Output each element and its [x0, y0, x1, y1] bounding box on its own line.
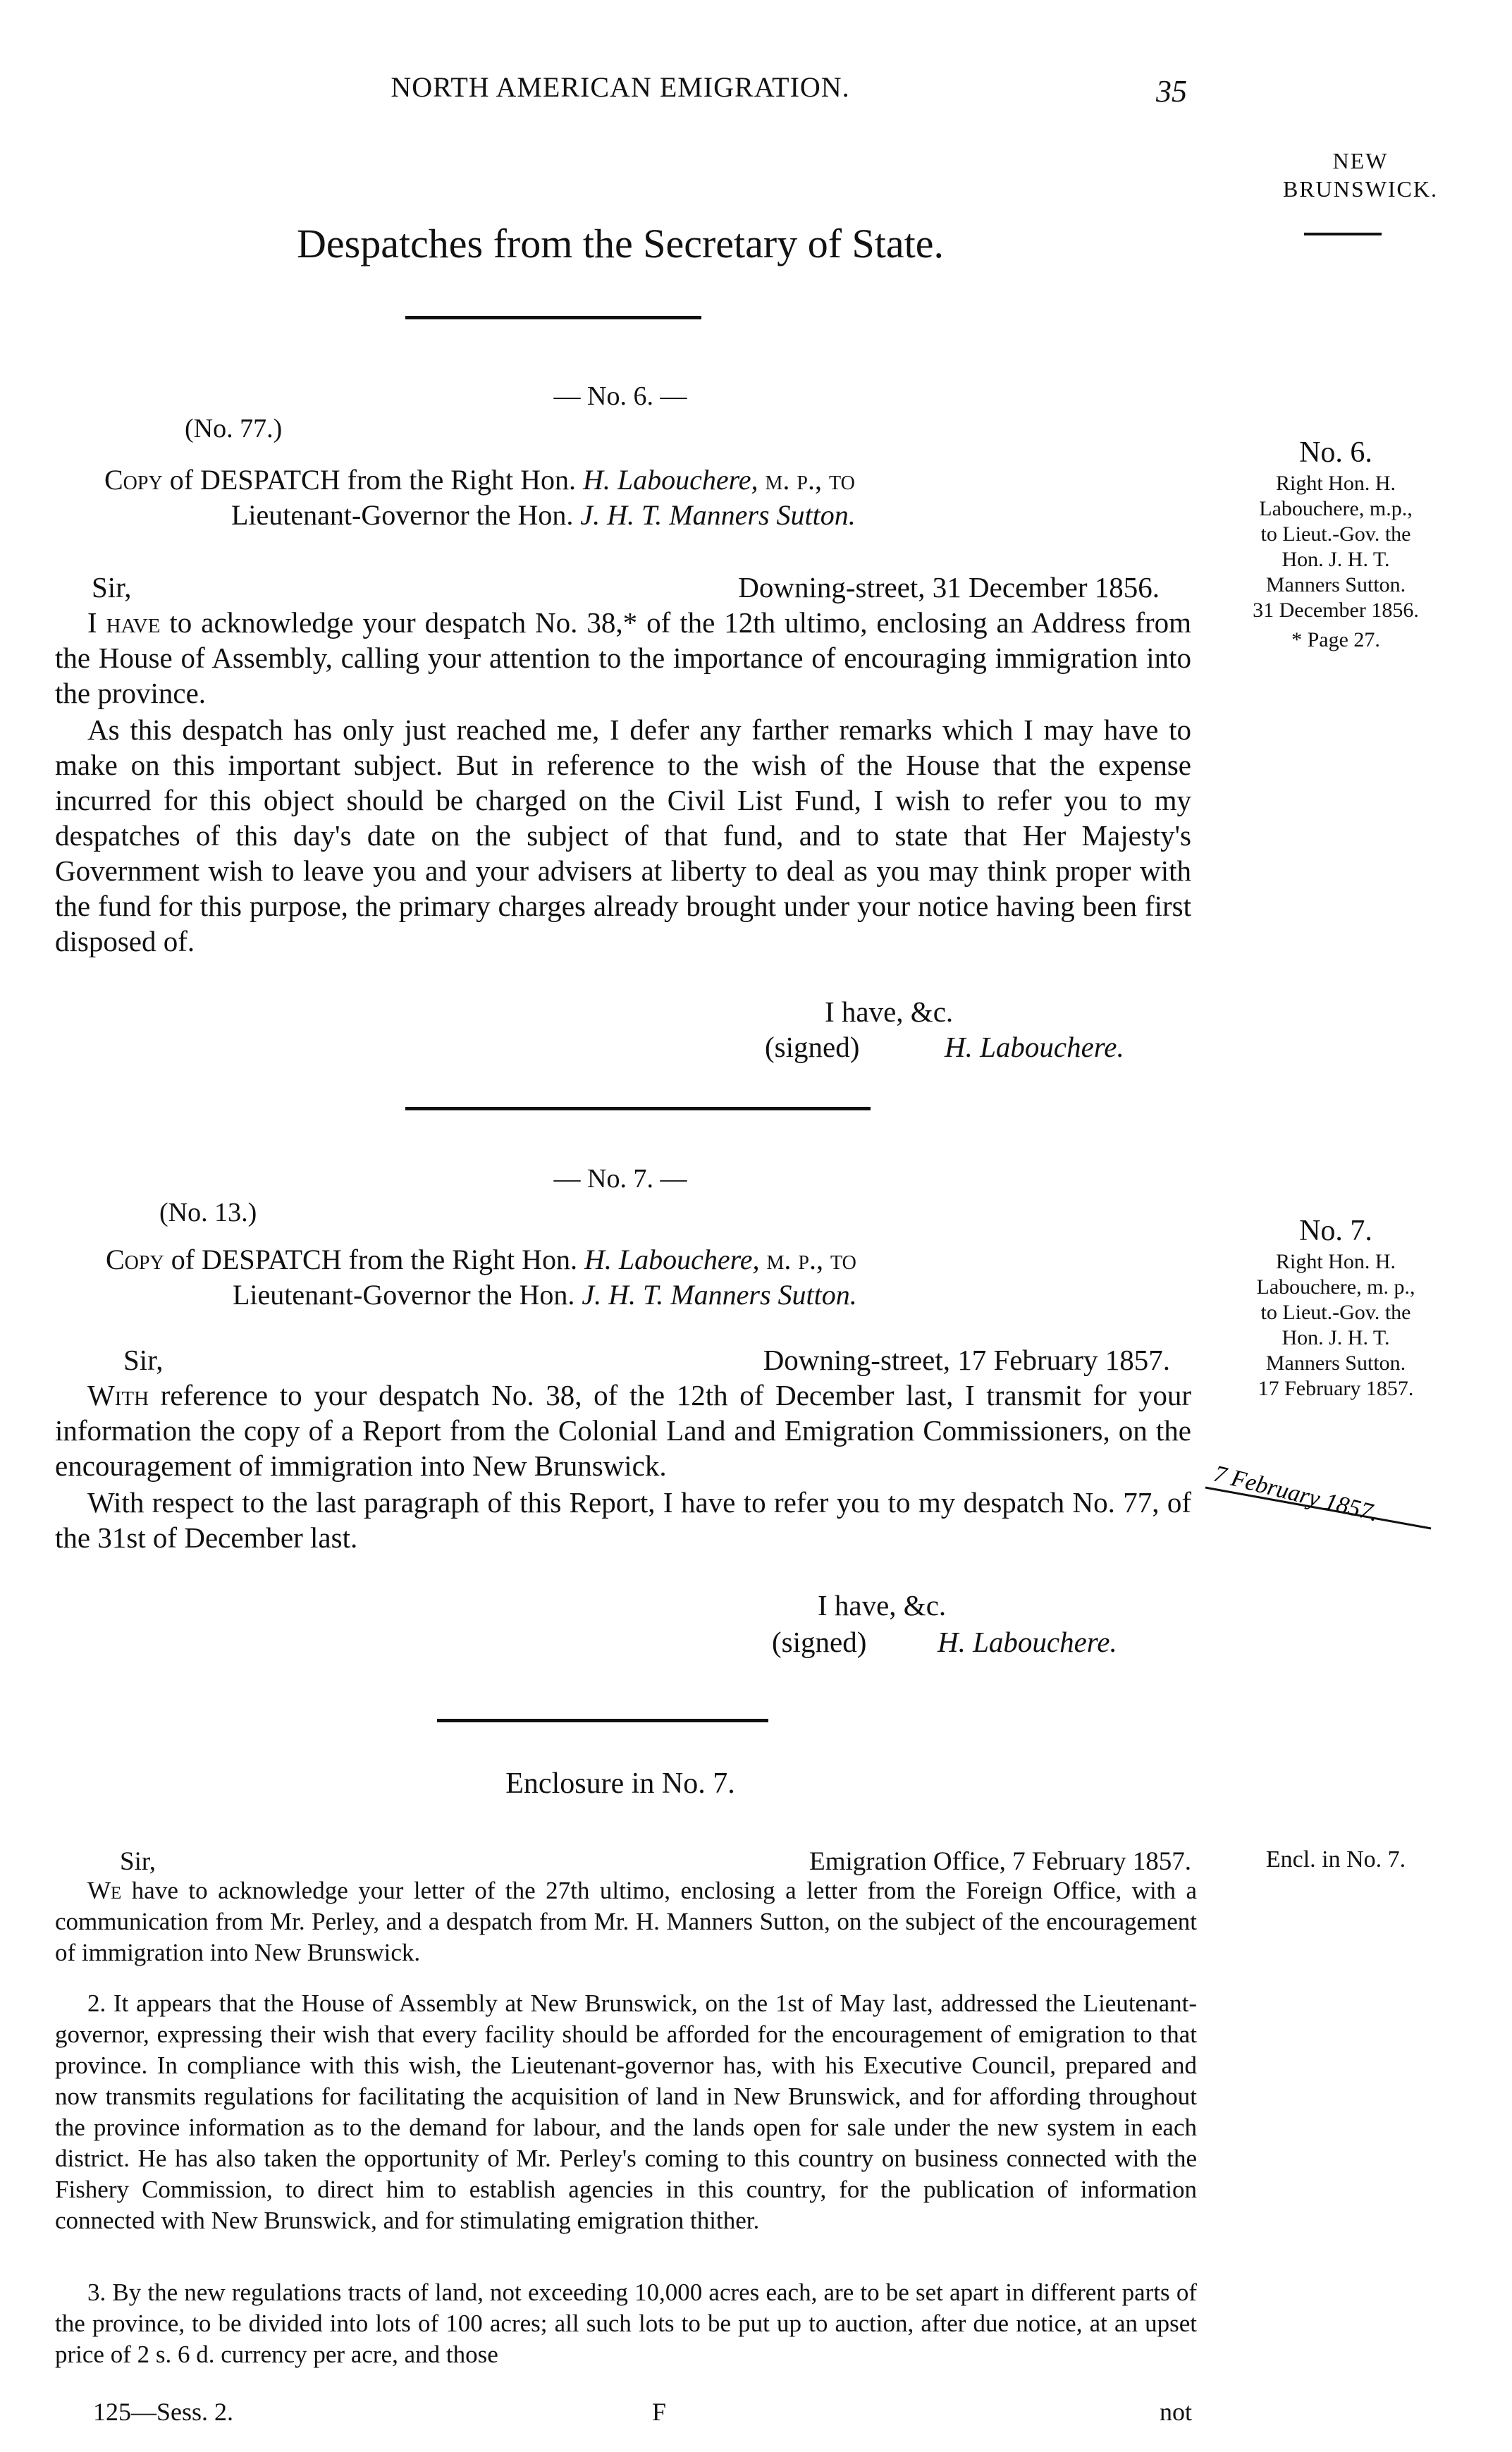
handwritten-date-text: 7 February 1857. [1211, 1460, 1381, 1527]
despatch-6-signature: H. Labouchere. [945, 1031, 1124, 1063]
despatch-6-heading: — No. 6. — [553, 381, 687, 411]
paragraph [55, 605, 1191, 711]
address-date: Downing-street, 17 February 1857. [763, 1344, 1170, 1376]
despatch-6-body [55, 605, 1191, 959]
recipient-line [104, 498, 1260, 533]
copy-text: of DESPATCH from the Right Hon. [164, 1244, 585, 1275]
recipient-prefix: Lieutenant-Governor the Hon. [233, 1279, 582, 1311]
address-date: Downing-street, 31 December 1856. [738, 571, 1160, 603]
margin-line: 31 December 1856. [1253, 599, 1419, 622]
margin-line: Labouchere, m.p., [1259, 497, 1413, 520]
paragraph: With respect to the last paragraph of this Report, I have to refer you to my despatch No. 77, of the 31st of December last. [55, 1486, 1191, 1554]
paragraph [55, 1378, 1191, 1483]
handwritten-date-annotation [1198, 1445, 1452, 1537]
margin-line: Labouchere, m. p., [1256, 1275, 1415, 1299]
page-number: 35 [1156, 74, 1187, 109]
despatch-7-margin-note [1198, 1213, 1473, 1402]
despatch-6-signed: (signed) [765, 1031, 860, 1063]
catchword: not [1160, 2398, 1193, 2426]
enclosure-heading: Enclosure in No. 7. [505, 1767, 735, 1800]
salutation: Sir, [123, 1344, 164, 1376]
sender-name: H. Labouchere, [584, 1244, 760, 1275]
sender-title: m. p., to [758, 464, 855, 496]
margin-line: to Lieut.-Gov. the [1260, 1301, 1411, 1324]
initial-words: We [87, 1877, 122, 1904]
paragraph-text: to acknowledge your despatch No. 38,* of the 12th ultimo, enclosing an Address from the House of Assembly, calling your attention to the importance of encouraging immigration into the province. [55, 606, 1191, 709]
copy-text: of DESPATCH from the Right Hon. [162, 464, 584, 496]
enclosure-margin-note: Encl. in No. 7. [1265, 1846, 1406, 1872]
despatch-7-closing: I have, &c. [818, 1589, 947, 1622]
signature-mark: F [652, 2398, 667, 2426]
margin-line: Manners Sutton. [1265, 573, 1406, 596]
recipient-prefix: Lieutenant-Governor the Hon. [231, 499, 581, 531]
copy-word: Copy [104, 464, 163, 496]
salutation: Sir, [120, 1847, 156, 1876]
despatch-separator [405, 1107, 871, 1110]
salutation: Sir, [92, 571, 132, 603]
paragraph-text: have to acknowledge your letter of the 27th ultimo, enclosing a letter from the Foreign Office, with a communication from Mr. Perley, and a despatch from Mr. H. Manners Sutton, on the subject of the encouragement of immigration into New Brunswick. [55, 1877, 1197, 1966]
margin-line: to Lieut.-Gov. the [1260, 522, 1411, 546]
paragraph [55, 1875, 1197, 1968]
despatch-7-signed: (signed) [772, 1626, 867, 1658]
copy-word: Copy [106, 1244, 164, 1275]
title-rule [405, 316, 701, 319]
recipient-name: J. H. T. Manners Sutton. [580, 499, 856, 531]
province-rule [1304, 233, 1382, 235]
enclosure-salutation-row [120, 1844, 1191, 1880]
despatch-7-salutation-row [123, 1342, 1170, 1378]
despatch-6-original-number: (No. 77.) [185, 414, 283, 443]
province-margin-heading [1272, 147, 1449, 203]
despatch-7-title [106, 1242, 1262, 1313]
paragraph: 3. By the new regulations tracts of land, not exceeding 10,000 acres each, are to be set apart in different parts of the province, to be divided into lots of 100 acres; all such lots to be put up to auction, after due notice, at an upset price of 2 s. 6 d. currency per acre, and those [55, 2279, 1197, 2368]
recipient-line [106, 1277, 1262, 1313]
recipient-name: J. H. T. Manners Sutton. [582, 1279, 857, 1311]
enclosure-body-para-3 [55, 2277, 1197, 2370]
margin-number: No. 7. [1299, 1215, 1372, 1247]
enclosure-body-intro [55, 1875, 1197, 1968]
paragraph: 2. It appears that the House of Assembly at New Brunswick, on the 1st of May last, addressed the Lieutenant-governor, expressing their wish that every facility should be afforded for the encouragement of emigration to that province. In compliance with this wish, the Lieutenant-governor has, with his Executive Council, prepared and now transmits regulations for facilitating the acquisition of land in New Brunswick, and for affording throughout the province information as to the demand for labour, and the lands open for sale under the new system in each district. He has also taken the opportunity of Mr. Perley's coming to this country on business connected with the Fishery Commission, to direct him to establish agencies in this country, for the publication of information connected with New Brunswick, and for stimulating emigration thither. [55, 1990, 1197, 2234]
section-title: Despatches from the Secretary of State. [297, 221, 944, 266]
despatch-7-body [55, 1378, 1191, 1555]
margin-line: Hon. J. H. T. [1281, 548, 1390, 571]
margin-line: 17 February 1857. [1258, 1377, 1414, 1400]
initial-words: I have [87, 606, 161, 639]
margin-line: Right Hon. H. [1275, 1250, 1396, 1273]
enclosure-separator [437, 1719, 768, 1722]
province-line: NEW [1332, 148, 1389, 173]
margin-number: No. 6. [1299, 436, 1372, 469]
margin-line: Hon. J. H. T. [1281, 1326, 1390, 1349]
enclosure-body-para-2 [55, 1988, 1197, 2236]
paragraph: As this despatch has only just reached me, I defer any farther remarks which I may have to make on this important subject. But in reference to the wish of the House that the expense incurred for this object should be charged on the Civil List Fund, I wish to refer you to my despatches of this day's date on the subject of that fund, and to state that Her Majesty's Government wish to leave you and your advisers at liberty to deal as you may think proper with the fund for this purpose, the primary charges already brought under your notice having been first disposed of. [55, 713, 1191, 957]
despatch-6-salutation-row [92, 570, 1160, 605]
session-mark: 125—Sess. 2. [93, 2398, 234, 2426]
address-date: Emigration Office, 7 February 1857. [809, 1847, 1191, 1876]
despatch-6-closing: I have, &c. [825, 995, 954, 1028]
running-title: NORTH AMERICAN EMIGRATION. [391, 71, 850, 103]
despatch-7-original-number: (No. 13.) [159, 1198, 257, 1227]
despatch-6-margin-note [1198, 434, 1473, 653]
sender-name: H. Labouchere, [583, 464, 758, 496]
initial-words: With [87, 1379, 149, 1411]
margin-line: Right Hon. H. [1275, 472, 1396, 495]
margin-footnote: * Page 27. [1291, 628, 1380, 651]
despatch-6-title [104, 462, 1260, 533]
paragraph-text: reference to your despatch No. 38, of the 12th of December last, I transmit for your information the copy of a Report from the Colonial Land and Emigration Commissioners, on the encouragement of immigration into New Brunswick. [55, 1379, 1191, 1482]
margin-line: Manners Sutton. [1265, 1351, 1406, 1375]
province-line: BRUNSWICK. [1282, 176, 1438, 202]
sender-title: m. p., to [759, 1244, 856, 1275]
despatch-7-heading: — No. 7. — [553, 1164, 687, 1194]
despatch-7-signature: H. Labouchere. [938, 1626, 1117, 1658]
